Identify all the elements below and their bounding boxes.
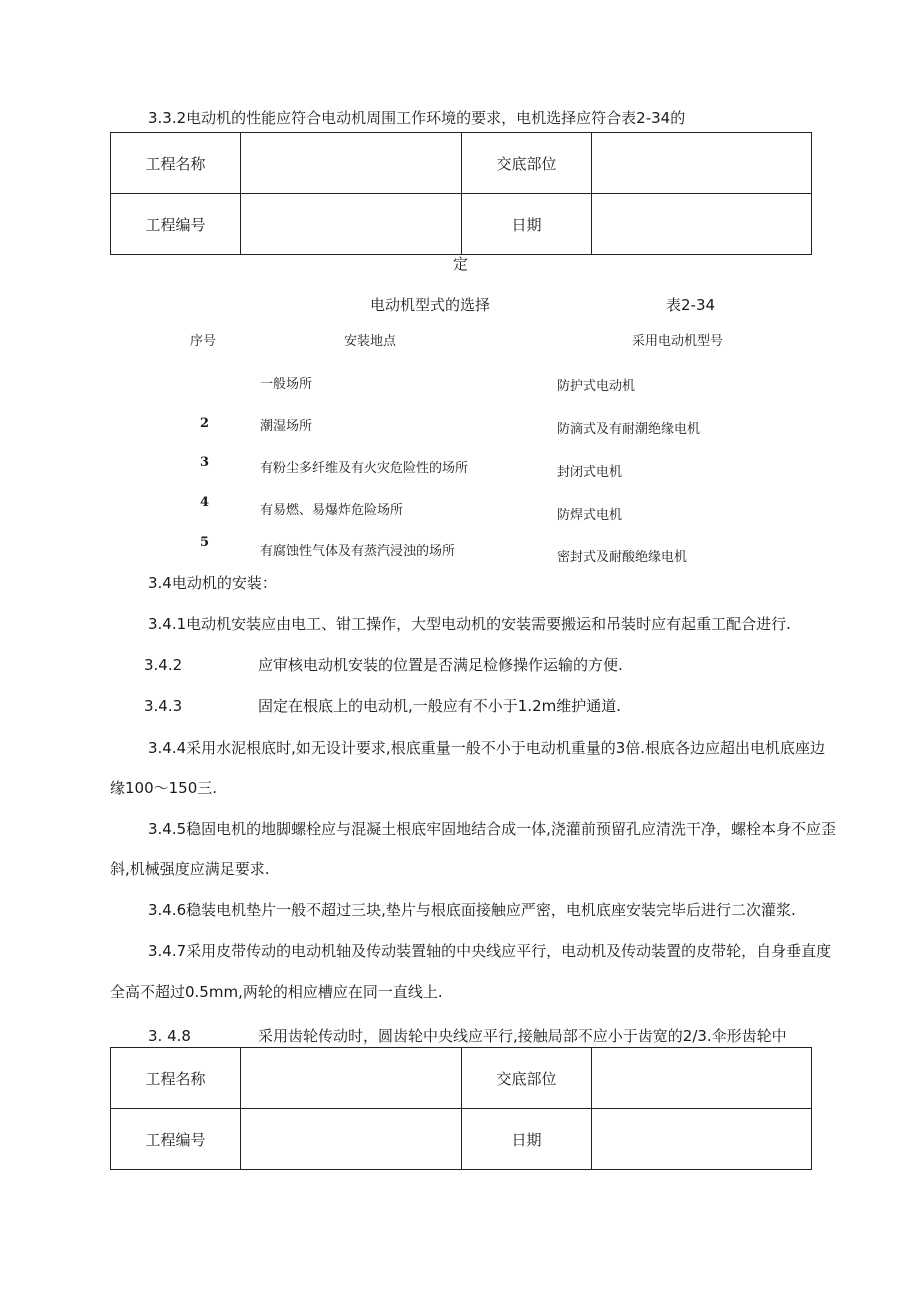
section-3-4-2-number: 3.4.2: [144, 656, 183, 674]
section-3-4-8-text: 采用齿轮传动时，圆齿轮中央线应平行,接触局部不应小于齿宽的2/3.伞形齿轮中: [258, 1027, 787, 1045]
project-number-value[interactable]: [241, 194, 462, 255]
row-no: 5: [200, 535, 210, 550]
project-name-label: 工程名称: [111, 133, 241, 194]
row-site: 潮湿场所: [260, 419, 313, 434]
handover-part-label: 交底部位: [462, 1048, 592, 1109]
table-row: [111, 133, 812, 194]
section-3-4-5-line1: 3.4.5稳固电机的地脚螺栓应与混凝土根底牢固地结合成一体,浇灌前预留孔应清洗干净，螺栓本身不应歪: [148, 820, 836, 838]
section-3-4-7-line2: 全高不超过0.5mm,两轮的相应槽应在同一直线上.: [110, 983, 443, 1001]
date-label: 日期: [462, 194, 592, 255]
row-site: 有粉尘多纤维及有火灾危险性的场所: [260, 461, 469, 476]
row-no: 3: [200, 455, 210, 470]
row-site: 一般场所: [260, 377, 313, 392]
date-label: 日期: [462, 1109, 592, 1170]
section-3-4-2-text: 应审核电动机安装的位置是否满足检修操作运输的方便.: [258, 656, 623, 674]
motor-table-number: 表2-34: [666, 296, 716, 314]
row-type: 防滴式及有耐潮绝缘电机: [557, 422, 701, 437]
row-no: 2: [200, 416, 210, 431]
motor-table-title: 电动机型式的选择: [370, 296, 491, 314]
project-name-label: 工程名称: [111, 1048, 241, 1109]
handover-part-label: 交底部位: [462, 133, 592, 194]
row-type: 封闭式电机: [557, 465, 623, 480]
row-type: 防焊式电机: [557, 508, 623, 523]
date-value[interactable]: [592, 1109, 812, 1170]
section-3-4-1: 3.4.1电动机安装应由电工、钳工操作，大型电动机的安装需要搬运和吊装时应有起重工配合进行.: [148, 615, 791, 633]
section-3-4-3-number: 3.4.3: [144, 697, 183, 715]
row-no: 4: [200, 495, 210, 510]
section-3-4-5-line2: 斜,机械强度应满足要求.: [110, 860, 270, 878]
project-number-value[interactable]: [241, 1109, 462, 1170]
section-3-4-8-number: 3. 4.8: [148, 1027, 191, 1045]
handover-part-value[interactable]: [592, 1048, 812, 1109]
table-row: [111, 1109, 812, 1170]
date-value[interactable]: [592, 194, 812, 255]
row-site: 有易燃、易爆炸危险场所: [260, 503, 404, 518]
col-header-no: 序号: [190, 334, 217, 349]
project-number-label: 工程编号: [111, 194, 241, 255]
section-3-4-4-line1: 3.4.4采用水泥根底时,如无设计要求,根底重量一般不小于电动机重量的3倍.根底各边应超出电机底座边: [148, 739, 826, 757]
handover-part-value[interactable]: [592, 133, 812, 194]
project-name-value[interactable]: [241, 1048, 462, 1109]
table-row: [111, 1048, 812, 1109]
col-header-site: 安装地点: [344, 334, 397, 349]
table-row: [111, 194, 812, 255]
section-3-4-3-text: 固定在根底上的电动机,一般应有不小于1.2m维护通道.: [258, 697, 622, 715]
project-number-label: 工程编号: [111, 1109, 241, 1170]
row-type: 防护式电动机: [557, 379, 636, 394]
section-3-4-7-line1: 3.4.7采用皮带传动的电动机轴及传动装置轴的中央线应平行，电动机及传动装置的皮带轮，自身垂直度: [148, 942, 832, 960]
intro-line: 3.3.2电动机的性能应符合电动机周围工作环境的要求，电机选择应符合表2-34的: [148, 109, 686, 127]
project-name-value[interactable]: [241, 133, 462, 194]
header-table-top: [110, 132, 812, 255]
section-3-4-4-line2: 缘100～150三.: [110, 779, 218, 797]
row-type: 密封式及耐酸绝缘电机: [557, 550, 688, 565]
col-header-type: 采用电动机型号: [632, 334, 724, 349]
section-3-4-6: 3.4.6稳装电机垫片一般不超过三块,垫片与根底面接触应严密，电机底座安装完毕后进行二次灌浆.: [148, 901, 796, 919]
section-3-4: 3.4电动机的安装：: [148, 574, 277, 592]
row-site: 有腐蚀性气体及有蒸汽浸浊的场所: [260, 544, 456, 559]
header-table-bottom: [110, 1047, 812, 1170]
intro-continuation: 定: [453, 255, 469, 273]
